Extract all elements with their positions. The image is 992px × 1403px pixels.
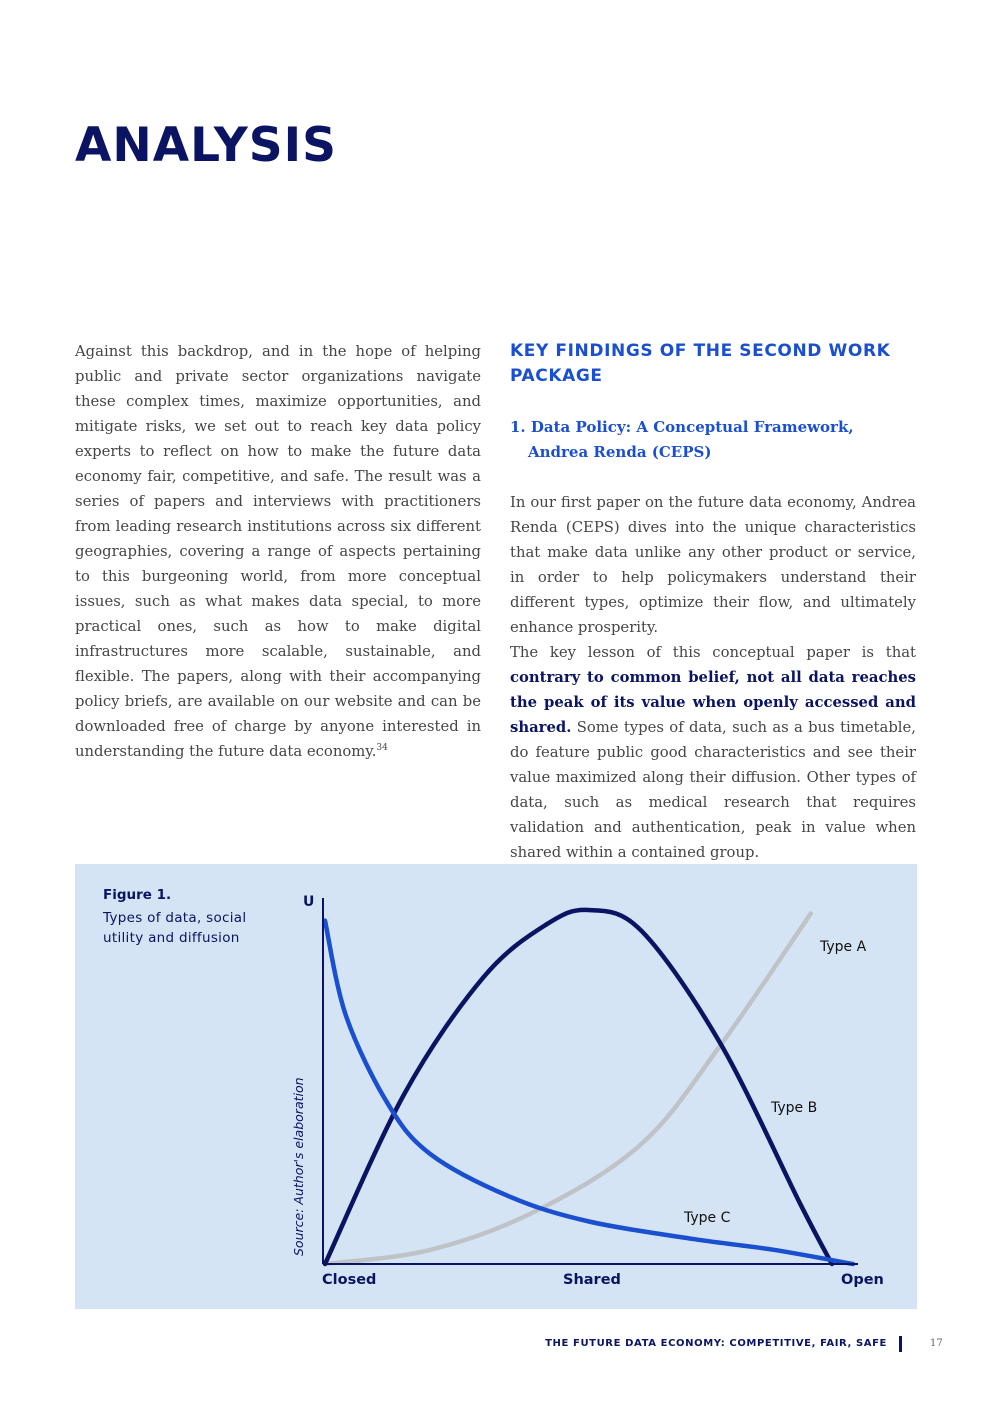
figure-box: [75, 864, 917, 1309]
key-findings-heading: KEY FINDINGS OF THE SECOND WORK PACKAGE: [510, 341, 891, 386]
paragraph-2-emphasis: contrary to common belief, not all data reaches the peak of its value when openly accessed and shared.: [510, 669, 916, 736]
paper-title-line-1: 1. Data Policy: A Conceptual Framework,: [510, 418, 854, 436]
right-column: [510, 339, 916, 861]
label-type-a: Type A: [820, 939, 867, 955]
series-line-type-b: [325, 910, 832, 1264]
intro-paragraph: [75, 339, 481, 764]
figure-caption: Types of data, social utility and diffusion: [103, 910, 247, 946]
footnote-ref: 34: [376, 743, 388, 754]
paragraph-2-end: Some types of data, such as a bus timetable, do feature public good characteristics and see their value maximized along their diffusion. Other types of data, such as medical research that requires validation and authentication, peak in value when shared within a contained group.: [510, 719, 916, 861]
running-footer: THE FUTURE DATA ECONOMY: COMPETITIVE, FAIR, SAFE: [545, 1336, 902, 1352]
page-number: 17: [930, 1338, 943, 1349]
x-tick-closed: Closed: [322, 1272, 377, 1288]
series-layer: [325, 910, 853, 1264]
label-type-c: Type C: [684, 1210, 731, 1226]
x-tick-open: Open: [841, 1272, 884, 1288]
paragraph-1: In our first paper on the future data economy, Andrea Renda (CEPS) dives into the unique characteristics that make data unlike any other product or service, in order to help policymakers understand their different types, optimize their flow, and ultimately enhance prosperity.: [510, 494, 916, 636]
page-title: ANALYSIS: [75, 118, 337, 173]
series-line-type-a: [325, 914, 811, 1265]
figure-label: Figure 1.: [103, 887, 172, 903]
left-column: [75, 339, 481, 764]
paper-title: [510, 415, 854, 465]
source-note: Source: Author's elaboration: [291, 1077, 306, 1256]
x-tick-shared: Shared: [563, 1272, 621, 1288]
paragraph-2-start: The key lesson of this conceptual paper is that: [510, 644, 916, 661]
y-axis-label: U: [303, 894, 315, 910]
paper-title-line-2: Andrea Renda (CEPS): [528, 443, 712, 461]
intro-paragraph-text: Against this backdrop, and in the hope of helping public and private sector organizations navigate these complex times, maximize opportunities, and mitigate risks, we set out to reach key data policy experts to reflect on how to make the future data economy fair, competitive, and safe. The result was a series of papers and interviews with practitioners from leading research institutions across six different geographies, covering a range of aspects pertaining to this burgeoning world, from more conceptual issues, such as what makes data special, to more practical ones, such as how to make digital infrastructures more scalable, sustainable, and flexible. The papers, along with their accompanying policy briefs, are available on our website and can be downloaded free of charge by anyone interested in understanding the future data economy.: [75, 343, 481, 760]
figure-chart: [75, 864, 917, 1309]
label-type-b: Type B: [771, 1100, 818, 1116]
paragraph-2: [510, 640, 916, 865]
